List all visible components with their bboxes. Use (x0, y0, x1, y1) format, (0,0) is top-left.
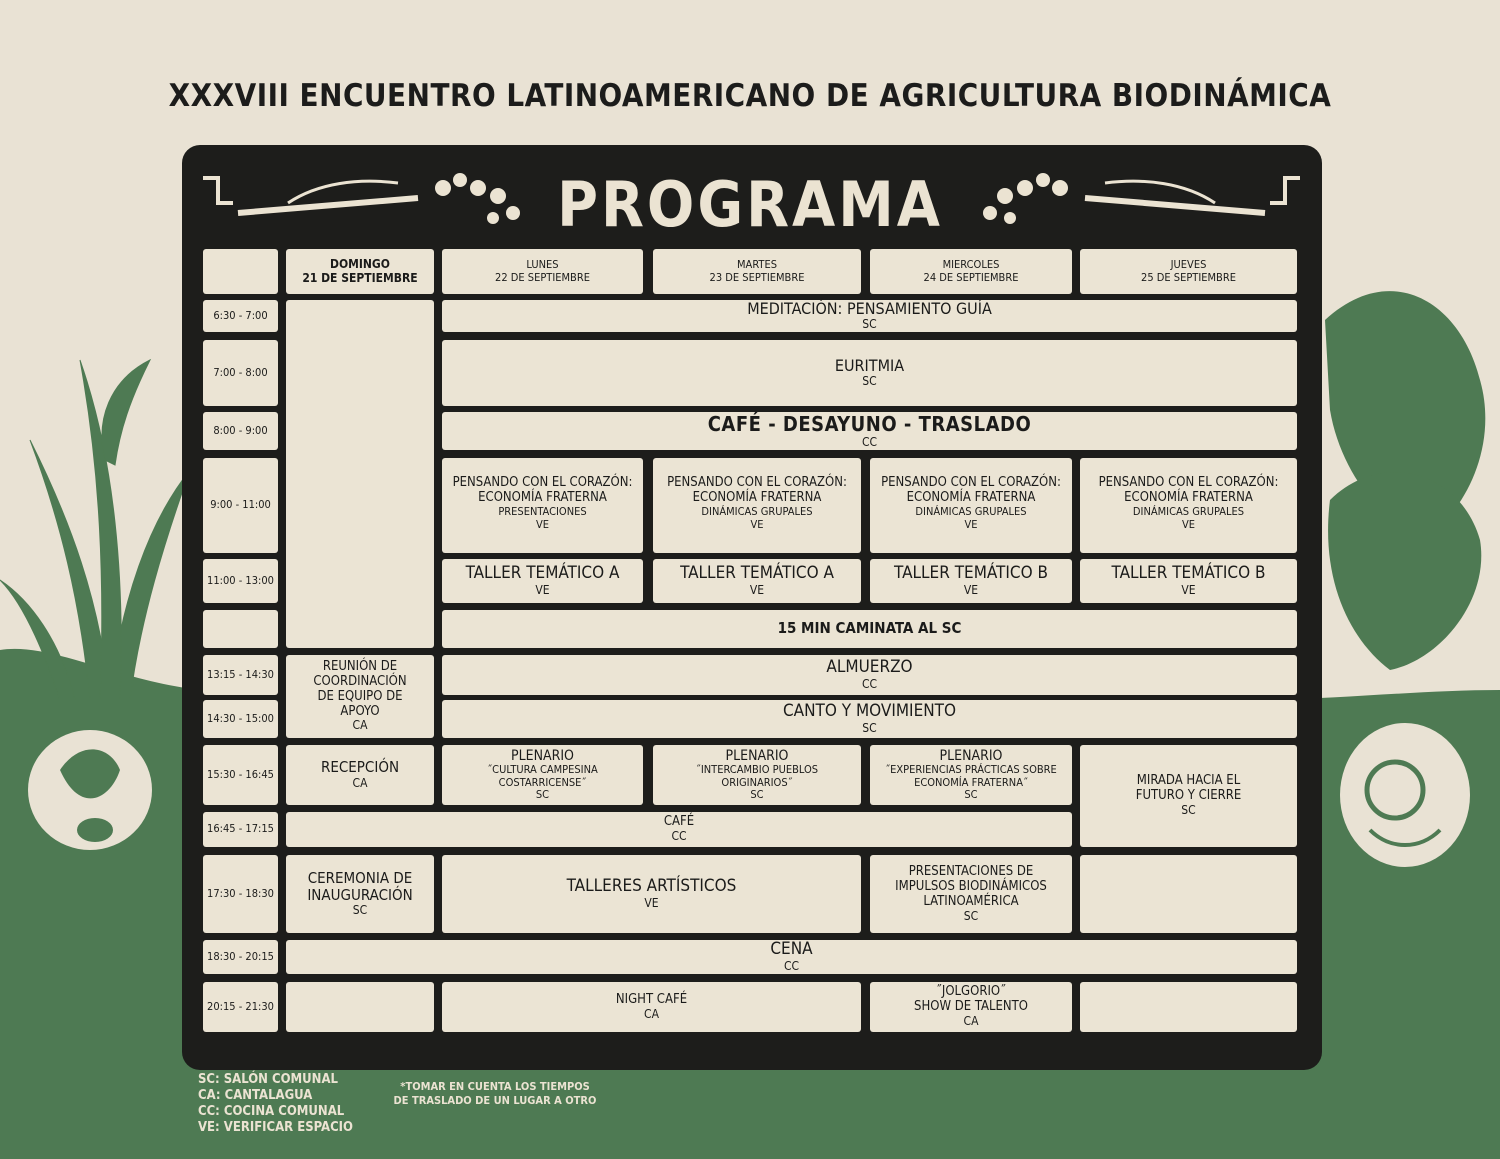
domingo-empty-block (286, 300, 434, 648)
event-line: ORIGINARIOS˝ (721, 775, 793, 789)
event-title: CAFÉ - DESAYUNO - TRASLADO (707, 411, 1032, 436)
day-name: MIERCOLES (942, 257, 1000, 271)
event-plenario-miercoles (870, 745, 1072, 805)
event-plenario-lunes (442, 745, 643, 805)
event-title: TALLER TEMÁTICO B (1111, 563, 1266, 584)
event-line: DE EQUIPO DE (317, 688, 403, 704)
day-date: 24 DE SEPTIEMBRE (923, 270, 1019, 284)
time-slot: 7:00 - 8:00 (203, 340, 278, 406)
event-line: INAUGURACIÓN (307, 886, 413, 905)
event-location: SC (352, 903, 368, 918)
event-pensando-miercoles (870, 458, 1072, 553)
event-title: PENSANDO CON EL CORAZÓN: (1098, 475, 1279, 490)
event-pensando-lunes (442, 458, 643, 553)
event-title: CANTO Y MOVIMIENTO (782, 701, 957, 722)
event-line: CEREMONIA DE (307, 868, 413, 887)
legend-item: CC: COCINA COMUNAL (198, 1104, 345, 1119)
time-slot: 16:45 - 17:15 (203, 812, 278, 847)
day-name: DOMINGO (330, 256, 390, 271)
event-pensando-martes (653, 458, 861, 553)
time-slot: 17:30 - 18:30 (203, 855, 278, 933)
event-location: CC (671, 829, 687, 844)
event-title: TALLERES ARTÍSTICOS (566, 876, 737, 897)
event-caminata (442, 610, 1297, 648)
event-title: PLENARIO (725, 747, 789, 764)
time-slot: 9:00 - 11:00 (203, 458, 278, 553)
event-location: SC (963, 908, 979, 923)
event-title: CAFÉ (663, 814, 695, 830)
event-line: ˝EXPERIENCIAS PRÁCTICAS SOBRE (885, 763, 1057, 777)
event-subtitle: ECONOMÍA FRATERNA (478, 489, 607, 505)
event-location: VE (644, 895, 659, 910)
event-almuerzo (442, 655, 1297, 695)
day-header-jueves (1080, 249, 1297, 294)
event-title: PLENARIO (511, 747, 574, 764)
event-line: IMPULSOS BIODINÁMICOS (895, 878, 1047, 894)
event-title: MEDITACIÓN: PENSAMIENTO GUÍA (747, 298, 992, 318)
event-line: MIRADA HACIA EL (1136, 773, 1241, 789)
event-reunion (286, 655, 434, 738)
note-line: *TOMAR EN CUENTA LOS TIEMPOS (400, 1080, 590, 1093)
day-name: MARTES (737, 257, 777, 271)
event-line: COORDINACIÓN (313, 673, 407, 689)
event-meditacion (442, 300, 1297, 332)
event-location: VE (749, 582, 765, 597)
event-line: PRESENTACIONES DE (908, 863, 1034, 879)
event-location: CA (963, 1014, 979, 1029)
time-slot: 11:00 - 13:00 (203, 559, 278, 603)
time-slot: 15:30 - 16:45 (203, 745, 278, 805)
stone-left-icon (28, 730, 152, 850)
event-canto (442, 700, 1297, 738)
event-location: VE (750, 517, 764, 531)
event-cena (286, 940, 1297, 974)
time-slot: 6:30 - 7:00 (203, 300, 278, 332)
program-title: PROGRAMA (557, 168, 943, 241)
event-location: VE (1181, 517, 1196, 531)
event-location: CC (861, 434, 878, 449)
event-title: TALLER TEMÁTICO A (465, 563, 620, 584)
plant-left-icon (0, 360, 190, 700)
event-location: SC (535, 788, 550, 802)
event-title: 15 MIN CAMINATA AL SC (777, 619, 962, 638)
empty-cell-jueves-night (1080, 982, 1297, 1032)
event-title: PENSANDO CON EL CORAZÓN: (881, 475, 1061, 490)
event-title: PLENARIO (939, 747, 1003, 764)
event-jolgorio (870, 982, 1072, 1032)
time-slot: 8:00 - 9:00 (203, 412, 278, 450)
event-line: ˝JOLGORIO˝ (936, 984, 1006, 1000)
event-line: REUNIÓN DE (322, 658, 398, 674)
event-presentaciones (870, 855, 1072, 933)
event-location: CA (352, 775, 368, 790)
event-cafe-desayuno (442, 412, 1297, 450)
event-mirada (1080, 745, 1297, 847)
legend-item: CA: CANTALAGUA (198, 1088, 313, 1103)
day-date: 23 DE SEPTIEMBRE (709, 270, 805, 284)
event-detail: DINÁMICAS GRUPALES (701, 504, 813, 518)
location-legend (198, 1072, 353, 1136)
event-subtitle: ECONOMÍA FRATERNA (692, 489, 822, 505)
event-subtitle: ECONOMÍA FRATERNA (1124, 489, 1253, 505)
event-line: FUTURO Y CIERRE (1135, 788, 1242, 804)
event-title: NIGHT CAFÉ (615, 991, 688, 1007)
event-line: COSTARRICENSE˝ (498, 775, 587, 789)
stone-right-icon (1340, 723, 1470, 867)
event-euritmia (442, 340, 1297, 406)
empty-cell-domingo-night (286, 982, 434, 1032)
event-night-cafe (442, 982, 861, 1032)
event-line: ˝INTERCAMBIO PUEBLOS (695, 763, 819, 777)
legend-item: VE: VERIFICAR ESPACIO (198, 1120, 353, 1135)
event-plenario-martes (653, 745, 861, 805)
event-title: TALLER TEMÁTICO B (894, 563, 1048, 584)
event-title: PENSANDO CON EL CORAZÓN: (452, 475, 633, 490)
time-slot: 18:30 - 20:15 (203, 940, 278, 974)
event-location: VE (535, 517, 550, 531)
legend-item: SC: SALÓN COMUNAL (198, 1072, 338, 1087)
event-detail: DINÁMICAS GRUPALES (1132, 504, 1245, 518)
event-location: CC (861, 676, 878, 691)
event-line: SHOW DE TALENTO (914, 999, 1028, 1015)
event-title: RECEPCIÓN (320, 758, 400, 777)
event-taller-jueves (1080, 559, 1297, 603)
event-pensando-jueves (1080, 458, 1297, 553)
event-title: EURITMIA (834, 355, 905, 375)
event-ceremonia (286, 855, 434, 933)
event-location: SC (1181, 803, 1196, 818)
travel-note (385, 1080, 605, 1108)
time-slot: 20:15 - 21:30 (203, 982, 278, 1032)
event-location: VE (964, 517, 978, 531)
time-slot-empty (203, 610, 278, 648)
day-header-domingo (286, 249, 434, 294)
day-header-miercoles (870, 249, 1072, 294)
event-taller-lunes (442, 559, 643, 603)
note-line: DE TRASLADO DE UN LUGAR A OTRO (393, 1094, 597, 1107)
day-header-martes (653, 249, 861, 294)
event-cafe (286, 812, 1072, 847)
event-detail: DINÁMICAS GRUPALES (915, 504, 1027, 518)
event-taller-miercoles (870, 559, 1072, 603)
event-talleres-artisticos (442, 855, 861, 933)
monstera-leaf-icon (1325, 291, 1485, 670)
time-slot: 13:15 - 14:30 (203, 655, 278, 695)
event-title: XXXVIII ENCUENTRO LATINOAMERICANO DE AGRICULTURA BIODINÁMICA (168, 78, 1332, 114)
day-date: 22 DE SEPTIEMBRE (495, 270, 590, 284)
event-location: SC (964, 788, 978, 802)
event-location: SC (862, 720, 877, 735)
event-location: SC (862, 374, 877, 389)
day-header-lunes (442, 249, 643, 294)
event-location: SC (862, 317, 877, 332)
event-title: ALMUERZO (826, 657, 913, 678)
event-detail: PRESENTACIONES (498, 504, 587, 518)
event-title: PENSANDO CON EL CORAZÓN: (667, 475, 847, 490)
event-location: VE (1181, 582, 1196, 597)
day-date: 25 DE SEPTIEMBRE (1141, 270, 1236, 284)
time-slot: 14:30 - 15:00 (203, 700, 278, 738)
day-date: 21 DE SEPTIEMBRE (302, 270, 418, 285)
event-line: ˝CULTURA CAMPESINA (487, 763, 598, 777)
event-location: CA (352, 718, 368, 733)
event-location: CA (644, 1006, 659, 1021)
event-line: APOYO (340, 703, 380, 719)
day-name: LUNES (526, 257, 559, 271)
header-corner-cell (203, 249, 278, 294)
event-line: LATINOAMÉRICA (923, 893, 1019, 909)
event-location: VE (963, 582, 979, 597)
event-location: VE (535, 582, 550, 597)
event-subtitle: ECONOMÍA FRATERNA (906, 489, 1036, 505)
day-name: JUEVES (1170, 257, 1207, 271)
empty-cell-jueves-evening (1080, 855, 1297, 933)
event-recepcion (286, 745, 434, 805)
event-location: CC (783, 958, 800, 973)
event-title: CENA (770, 939, 813, 960)
event-taller-martes (653, 559, 861, 603)
event-title: TALLER TEMÁTICO A (680, 563, 834, 584)
event-line: ECONOMÍA FRATERNA˝ (914, 775, 1028, 789)
event-location: SC (750, 788, 764, 802)
